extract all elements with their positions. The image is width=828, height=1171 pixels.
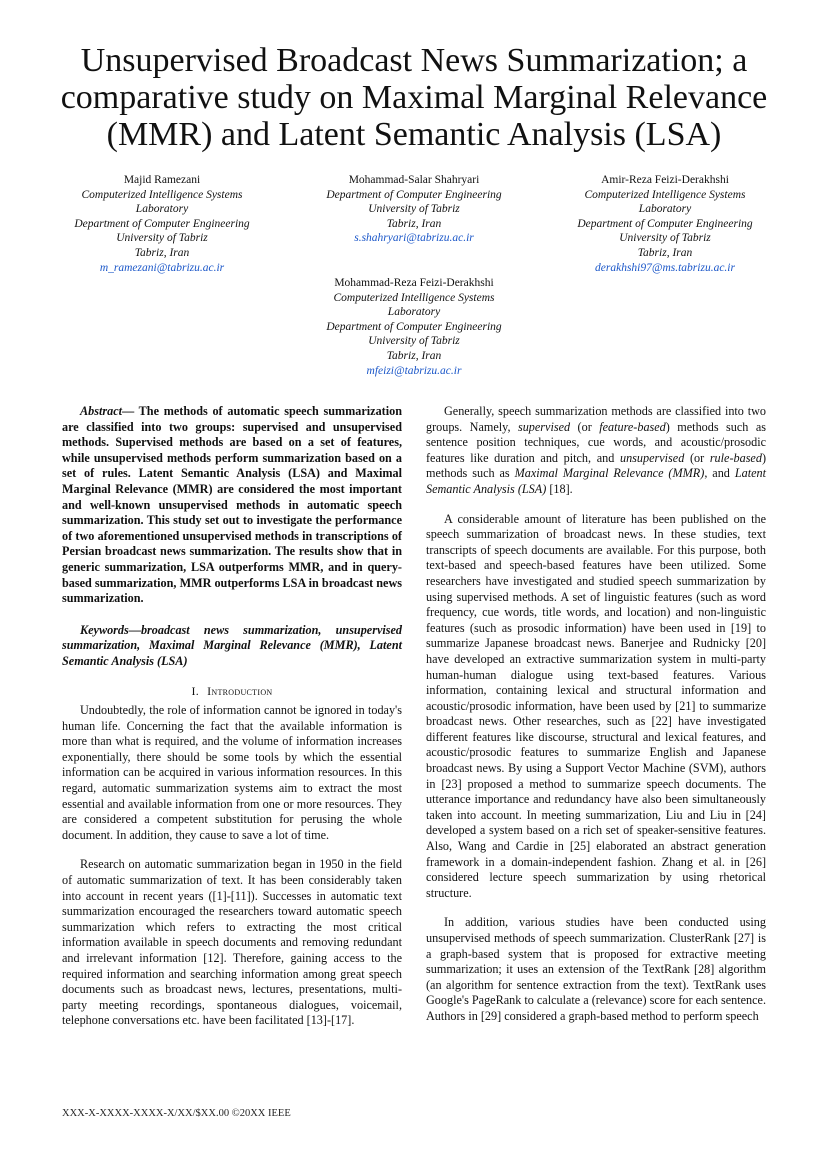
author-affiliation: Department of Computer Engineering bbox=[326, 320, 502, 333]
right-column bbox=[426, 404, 766, 1039]
section-title: Introduction bbox=[207, 683, 273, 698]
author-block-2 bbox=[304, 173, 524, 246]
paragraph bbox=[426, 404, 766, 498]
paper-title: Unsupervised Broadcast News Summarization; a comparative study on Maximal Marginal Relevance (MMR) and Latent Semantic Analysis (LSA) bbox=[60, 42, 768, 153]
author-affiliation: Tabriz, Iran bbox=[637, 246, 693, 259]
author-affiliation: University of Tabriz bbox=[368, 335, 460, 348]
copyright-footer: XXX-X-XXXX-XXXX-X/XX/$XX.00 ©20XX IEEE bbox=[62, 1108, 291, 1119]
text-run-italic: supervised bbox=[517, 419, 571, 434]
author-affiliation: Laboratory bbox=[135, 203, 189, 216]
abstract-text: — The methods of automatic speech summarization are classified into two groups: supervised and unsupervised methods. Supervised methods are based on a set of features, while unsupervised methods perform summarization based on a set of rules. Latent Semantic Analysis (LSA) and Maximal Marginal Relevance (MMR) are considered the most important and well-known unsupervised methods in automatic speech summarization. This study set out to investigate the performance of two aforementioned unsupervised methods in transcriptions of Persian broadcast news summarization. The results show that in generic summarization, LSA outperforms MMR, and in query-based summarization, MMR outperforms LSA in broadcast news summarization. bbox=[62, 404, 402, 606]
author-email-link[interactable]: s.shahryari@tabrizu.ac.ir bbox=[354, 232, 474, 245]
paragraph: Undoubtedly, the role of information cannot be ignored in today's human life. Concerning the fact that the available information is more than what is required, and the volume of information increases exponentially, there should be some tools by which the essential information can be acquired in various information resources. In this regard, automatic summarization systems aim to extract the most essential and available information from one or more resources. They are considered a competent substitution for perusing the whole document. In addition, they cause to save a lot of time. bbox=[62, 703, 402, 842]
author-affiliation: Laboratory bbox=[638, 203, 692, 216]
author-affiliation: Computerized Intelligence Systems bbox=[333, 291, 495, 304]
author-affiliation: University of Tabriz bbox=[116, 232, 208, 245]
text-run: ) methods such as bbox=[426, 450, 766, 481]
author-email-link[interactable]: mfeizi@tabrizu.ac.ir bbox=[366, 364, 462, 377]
author-affiliation: Department of Computer Engineering bbox=[577, 217, 753, 230]
text-run: (or bbox=[570, 419, 600, 434]
author-affiliation: Computerized Intelligence Systems bbox=[81, 188, 243, 201]
text-run: [18]. bbox=[546, 481, 573, 496]
keywords: Keywords—broadcast news summarization, unsupervised summarization, Maximal Marginal Relevance (MMR), Latent Semantic Analysis (LSA) bbox=[62, 622, 402, 668]
author-email-link[interactable]: m_ramezani@tabrizu.ac.ir bbox=[99, 261, 225, 274]
author-affiliation: University of Tabriz bbox=[619, 232, 711, 245]
author-affiliation: Department of Computer Engineering bbox=[74, 217, 250, 230]
section-heading-introduction bbox=[62, 684, 402, 700]
left-column bbox=[62, 404, 402, 1043]
paragraph: In addition, various studies have been conducted using unsupervised methods of speech summarization. ClusterRank [27] is a graph-based system that is proposed for extractive meeting summarization; it uses an extension of the TextRank [28] algorithm (an algorithm for sentence extraction from the text). TextRank uses Google's PageRank to calculate a (relevance) score for each sentence. Authors in [29] considered a graph-based method to perform speech bbox=[426, 915, 766, 1023]
text-run: , and bbox=[704, 466, 735, 481]
author-block-1 bbox=[52, 173, 272, 275]
section-number: I. bbox=[191, 683, 200, 698]
author-block-3 bbox=[555, 173, 775, 275]
author-affiliation: Tabriz, Iran bbox=[386, 349, 442, 362]
author-name: Amir-Reza Feizi-Derakhshi bbox=[601, 174, 729, 186]
author-block-4 bbox=[304, 276, 524, 378]
text-run-italic: unsupervised bbox=[619, 450, 685, 465]
author-affiliation: Computerized Intelligence Systems bbox=[584, 188, 746, 201]
abstract-label: Abstract bbox=[80, 404, 122, 418]
author-affiliation: Department of Computer Engineering bbox=[326, 188, 502, 201]
author-name: Mohammad-Salar Shahryari bbox=[348, 174, 480, 186]
text-run-italic: Latent Semantic Analysis (LSA) bbox=[426, 466, 766, 496]
abstract bbox=[62, 404, 402, 607]
text-run: (or bbox=[684, 450, 710, 465]
author-name: Majid Ramezani bbox=[123, 174, 201, 186]
text-run: Generally, speech summarization methods are classified into two groups. Namely, bbox=[426, 404, 766, 434]
author-name: Mohammad-Reza Feizi-Derakhshi bbox=[334, 277, 494, 289]
text-run-italic: feature-based bbox=[599, 419, 666, 434]
author-affiliation: Laboratory bbox=[387, 306, 441, 319]
author-affiliation: University of Tabriz bbox=[368, 203, 460, 216]
author-email-link[interactable]: derakhshi97@ms.tabrizu.ac.ir bbox=[595, 261, 735, 274]
text-run-italic: Maximal Marginal Relevance (MMR) bbox=[514, 466, 705, 481]
text-run-italic: rule-based bbox=[709, 450, 762, 465]
paragraph: A considerable amount of literature has been published on the speech summarization of broadcast news. In these studies, text transcripts of speech documents are available. For this purpose, both text-based and speech-based features have been utilized. Some researchers have investigated and studied speech summarization by using supervised methods. A set of linguistic features (such as word frequency, cue words, title words, and location) and non-linguistic features (such as prosodic information) have been used in [19] to summarize Japanese broadcast news. Banerjee and Rudnicky [20] have developed an extractive summarization system in multi-party human-human dialogue using text-based features. Various information, containing lexical and structural information and acoustic/prosodic information, have been used by [21] to summarize broadcast news. Other researches, such as [22] have investigated different features like discourse, structural and lexical features, and acoustic/prosodic features to summarize English and Japanese broadcast news. By using a Support Vector Machine (SVM), authors in [23] proposed a method to summarize speech documents. The utterance importance and redundancy have also been simultaneously taken into account. In meeting summarization, Liu and Liu in [24] developed a system based on a rich set of speaker-sensitive features. Also, Wang and Cardie in [25] elaborated an abstract generation framework in a domain-independent fashion. Zhang et al. in [26] considered lecture speech summarization by using rhetorical structure. bbox=[426, 511, 766, 900]
text-run: ) methods such as sentence position techniques, cue words, and acoustic/prosodic features like duration and pitch, and bbox=[426, 419, 766, 465]
author-affiliation: Tabriz, Iran bbox=[386, 217, 442, 230]
author-affiliation: Tabriz, Iran bbox=[134, 246, 190, 259]
paragraph: Research on automatic summarization began in 1950 in the field of automatic summarization of text. It has been considerably taken into account in recent years ([1]-[11]). Successes in automatic text summarization encouraged the researchers toward automatic speech summarization which refers to extracting the most critical information available in speech documents and removing redundant and irrelevant information [12]. Therefore, gaining access to the required information and searching information among great speech documents such as broadcast news, lectures, presentations, multi-party meeting recordings, spontaneous dialogues, voicemail, telephone conversations etc. have been facilitated [13]-[17]. bbox=[62, 857, 402, 1028]
